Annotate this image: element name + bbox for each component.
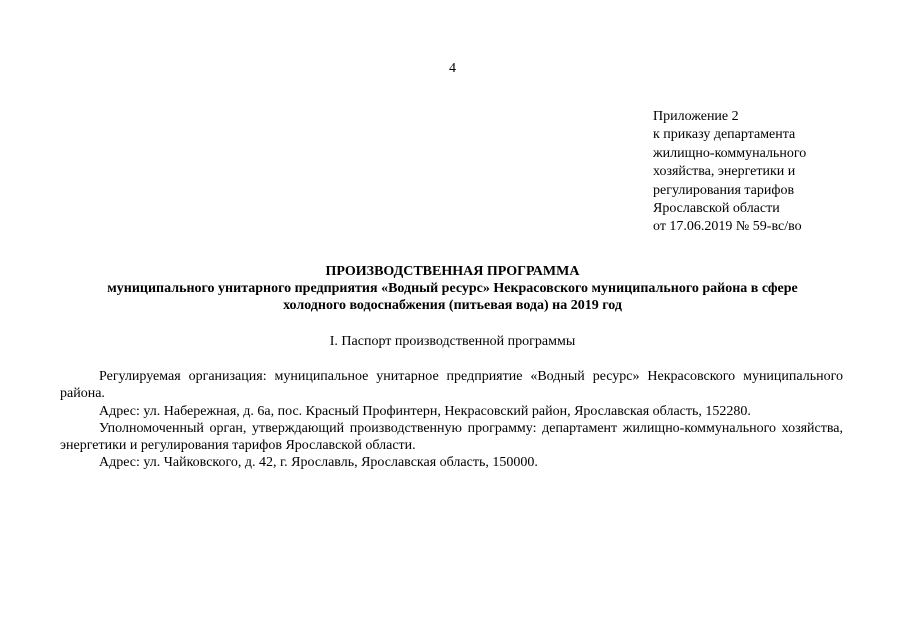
- paragraph-authorized-body-address: Адрес: ул. Чайковского, д. 42, г. Ярославль, Ярославская область, 150000.: [99, 455, 538, 471]
- appendix-line: жилищно-коммунального: [653, 145, 807, 161]
- appendix-reference: [653, 108, 893, 237]
- appendix-line: от 17.06.2019 № 59-вс/во: [653, 219, 802, 235]
- appendix-line: к приказу департамента: [653, 127, 796, 143]
- appendix-line: Приложение 2: [653, 109, 739, 124]
- title-subtitle-line: муниципального унитарного предприятия «Водный ресурс» Некрасовского муниципального района в сфере: [107, 281, 798, 296]
- appendix-line: Ярославской области: [653, 201, 780, 217]
- paragraph-organization-address: Адрес: ул. Набережная, д. 6а, пос. Красный Профинтерн, Некрасовский район, Ярославская область, 152280.: [99, 403, 751, 419]
- section-heading: I. Паспорт производственной программы: [329, 334, 576, 349]
- appendix-line: хозяйства, энергетики и: [653, 164, 796, 180]
- appendix-line: регулирования тарифов: [653, 182, 795, 198]
- document-title: [60, 263, 845, 314]
- title-subtitle-line: холодного водоснабжения (питьевая вода) на 2019 год: [283, 298, 622, 313]
- paragraph-regulated-organization: Регулируемая организация: муниципальное унитарное предприятие «Водный ресурс» Некрасовского муниципального района.: [60, 369, 843, 402]
- title-main: ПРОИЗВОДСТВЕННАЯ ПРОГРАММА: [325, 264, 580, 279]
- paragraph-authorized-body: Уполномоченный орган, утверждающий производственную программу: департамент жилищно-коммунального хозяйства, энергетики и регулирования тарифов Ярославской области.: [60, 420, 843, 454]
- page-number: 4: [449, 61, 456, 76]
- passport-body: [60, 368, 843, 472]
